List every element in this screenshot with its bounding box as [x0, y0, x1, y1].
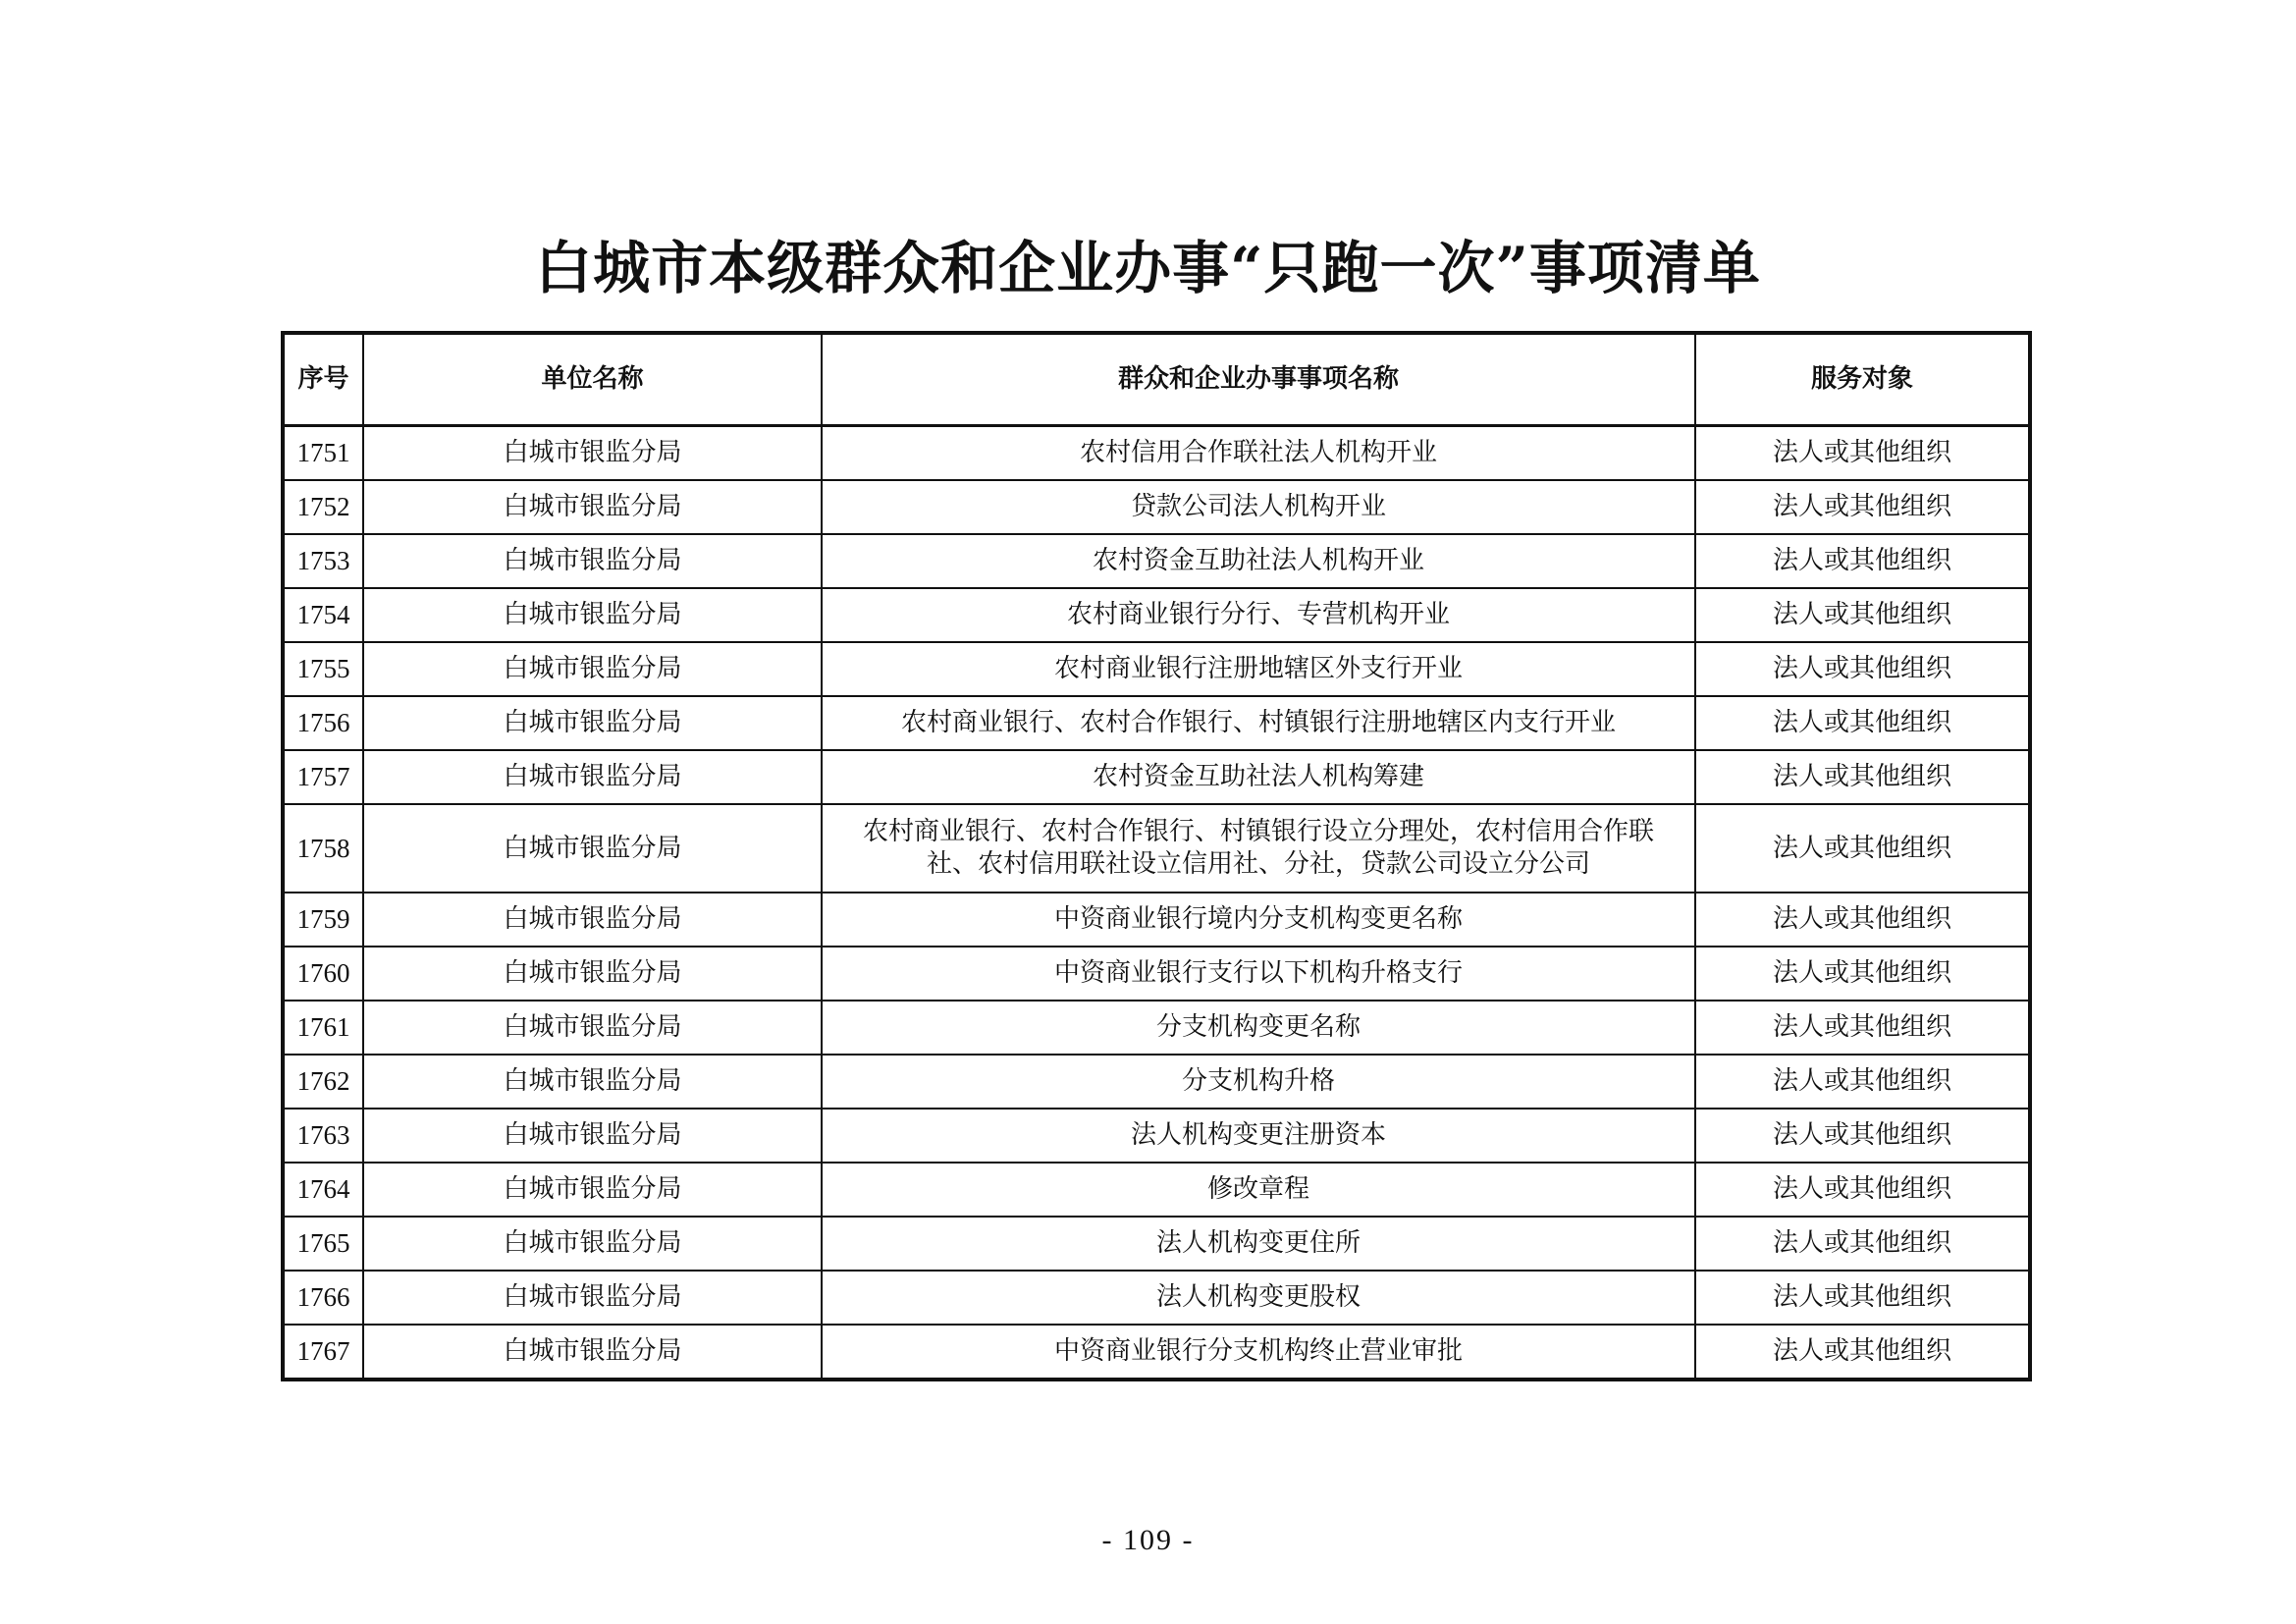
table-row [283, 1325, 2030, 1380]
cell-unit: 白城市银监分局 [363, 1217, 822, 1271]
cell-seq: 1760 [283, 947, 363, 1001]
cell-seq: 1767 [283, 1325, 363, 1380]
table-row [283, 588, 2030, 642]
table-row [283, 804, 2030, 893]
table-header-row [283, 333, 2030, 426]
cell-target: 法人或其他组织 [1695, 426, 2030, 481]
cell-item: 法人机构变更住所 [822, 1217, 1695, 1271]
cell-unit: 白城市银监分局 [363, 642, 822, 696]
cell-unit: 白城市银监分局 [363, 1163, 822, 1217]
cell-target: 法人或其他组织 [1695, 588, 2030, 642]
cell-item: 贷款公司法人机构开业 [822, 480, 1695, 534]
cell-unit: 白城市银监分局 [363, 480, 822, 534]
cell-unit: 白城市银监分局 [363, 1109, 822, 1163]
cell-seq: 1756 [283, 696, 363, 750]
cell-unit: 白城市银监分局 [363, 1055, 822, 1109]
cell-unit: 白城市银监分局 [363, 534, 822, 588]
cell-item: 农村信用合作联社法人机构开业 [822, 426, 1695, 481]
table-row [283, 1271, 2030, 1325]
cell-target: 法人或其他组织 [1695, 893, 2030, 947]
cell-seq: 1751 [283, 426, 363, 481]
cell-unit: 白城市银监分局 [363, 1001, 822, 1055]
cell-target: 法人或其他组织 [1695, 750, 2030, 804]
table-row [283, 750, 2030, 804]
cell-seq: 1763 [283, 1109, 363, 1163]
header-item: 群众和企业办事事项名称 [822, 333, 1695, 426]
cell-target: 法人或其他组织 [1695, 1055, 2030, 1109]
cell-seq: 1766 [283, 1271, 363, 1325]
cell-unit: 白城市银监分局 [363, 947, 822, 1001]
table-row [283, 1217, 2030, 1271]
cell-target: 法人或其他组织 [1695, 1325, 2030, 1380]
cell-seq: 1759 [283, 893, 363, 947]
cell-unit: 白城市银监分局 [363, 1271, 822, 1325]
cell-item: 中资商业银行支行以下机构升格支行 [822, 947, 1695, 1001]
cell-seq: 1757 [283, 750, 363, 804]
cell-item-line: 社、农村信用联社设立信用社、分社，贷款公司设立分公司 [926, 849, 1590, 879]
cell-target: 法人或其他组织 [1695, 696, 2030, 750]
cell-item: 分支机构升格 [822, 1055, 1695, 1109]
cell-item: 法人机构变更注册资本 [822, 1109, 1695, 1163]
cell-unit: 白城市银监分局 [363, 588, 822, 642]
cell-seq: 1765 [283, 1217, 363, 1271]
table-row [283, 947, 2030, 1001]
cell-item: 分支机构变更名称 [822, 1001, 1695, 1055]
cell-item: 农村商业银行、农村合作银行、村镇银行注册地辖区内支行开业 [822, 696, 1695, 750]
cell-unit: 白城市银监分局 [363, 804, 822, 893]
page-number: - 109 - [1101, 1524, 1195, 1556]
cell-target: 法人或其他组织 [1695, 642, 2030, 696]
cell-target: 法人或其他组织 [1695, 534, 2030, 588]
table-row [283, 1055, 2030, 1109]
cell-seq: 1753 [283, 534, 363, 588]
table-row [283, 1163, 2030, 1217]
table-row [283, 426, 2030, 481]
cell-target: 法人或其他组织 [1695, 1217, 2030, 1271]
items-table [281, 331, 2032, 1381]
cell-seq: 1764 [283, 1163, 363, 1217]
cell-item: 中资商业银行境内分支机构变更名称 [822, 893, 1695, 947]
header-seq: 序号 [283, 333, 363, 426]
cell-item: 农村资金互助社法人机构开业 [822, 534, 1695, 588]
cell-target: 法人或其他组织 [1695, 480, 2030, 534]
cell-unit: 白城市银监分局 [363, 426, 822, 481]
cell-unit: 白城市银监分局 [363, 1325, 822, 1380]
cell-seq: 1755 [283, 642, 363, 696]
table-row [283, 534, 2030, 588]
table-row [283, 1109, 2030, 1163]
cell-item: 中资商业银行分支机构终止营业审批 [822, 1325, 1695, 1380]
header-unit: 单位名称 [363, 333, 822, 426]
header-target: 服务对象 [1695, 333, 2030, 426]
cell-item: 法人机构变更股权 [822, 1271, 1695, 1325]
table-row [283, 696, 2030, 750]
cell-item: 修改章程 [822, 1163, 1695, 1217]
cell-item: 农村商业银行分行、专营机构开业 [822, 588, 1695, 642]
table-row [283, 480, 2030, 534]
cell-item: 农村资金互助社法人机构筹建 [822, 750, 1695, 804]
table-row [283, 1001, 2030, 1055]
table-row [283, 893, 2030, 947]
document-title: 白城市本级群众和企业办事“只跑一次”事项清单 [535, 235, 1761, 301]
cell-item-line: 农村商业银行、农村合作银行、村镇银行设立分理处，农村信用合作联 [862, 817, 1654, 846]
cell-target: 法人或其他组织 [1695, 947, 2030, 1001]
cell-item: 农村商业银行注册地辖区外支行开业 [822, 642, 1695, 696]
table-row [283, 642, 2030, 696]
cell-seq: 1762 [283, 1055, 363, 1109]
cell-target: 法人或其他组织 [1695, 1271, 2030, 1325]
cell-seq: 1752 [283, 480, 363, 534]
cell-target: 法人或其他组织 [1695, 1163, 2030, 1217]
cell-target: 法人或其他组织 [1695, 1001, 2030, 1055]
cell-target: 法人或其他组织 [1695, 1109, 2030, 1163]
cell-unit: 白城市银监分局 [363, 696, 822, 750]
cell-unit: 白城市银监分局 [363, 893, 822, 947]
cell-target: 法人或其他组织 [1695, 804, 2030, 893]
cell-item [822, 804, 1695, 893]
cell-unit: 白城市银监分局 [363, 750, 822, 804]
cell-seq: 1758 [283, 804, 363, 893]
cell-seq: 1761 [283, 1001, 363, 1055]
cell-seq: 1754 [283, 588, 363, 642]
